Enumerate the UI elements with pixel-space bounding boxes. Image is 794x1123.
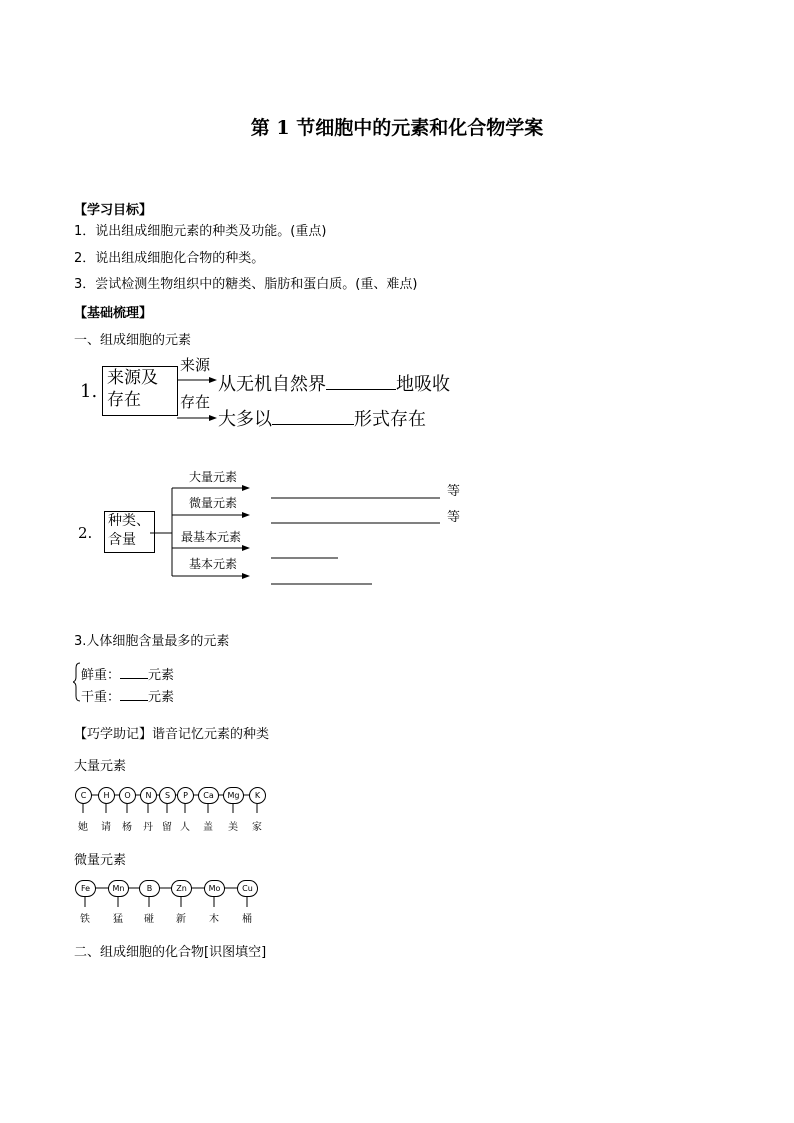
blank-dry [120,700,148,701]
arrow1-text-a: 从无机自然界 [218,374,326,395]
arrow1-text [218,370,450,396]
arrow1-text-b: 地吸收 [396,374,450,395]
item3-heading: 3.人体细胞含量最多的元素 [74,634,230,649]
mnemonic-char: 请 [101,822,111,833]
mnemonic-char: 人 [180,822,190,833]
element-circle: Fe [75,880,96,897]
arrow2-text [218,405,426,431]
section2-heading: 二、组成细胞的化合物[识图填空] [74,945,267,960]
item2-box-line2: 含量 [108,532,136,548]
mnemonic-char: 家 [252,822,262,833]
suffix-etc-2: 等 [447,510,461,525]
dry-weight-label: 干重： [81,690,121,705]
item1-box [102,366,178,416]
goal-item-1: 1．说出组成细胞元素的种类及功能。(重点) [74,224,327,239]
branch2-head [242,512,250,518]
mnemonic-char: 木 [209,914,219,925]
blank-fresh [120,678,148,679]
fresh-weight-label: 鲜重： [81,668,121,683]
mnemonic-char: 桶 [242,914,252,925]
branch4-head [242,573,250,579]
item3-brace [73,662,81,702]
element-circle: B [139,880,160,897]
branch3-head [242,545,250,551]
arrow2-text-b: 形式存在 [354,409,426,430]
item1-box-line2: 存在 [107,390,141,410]
blank-form [272,424,354,425]
arrow2-text-a: 大多以 [218,409,272,430]
element-circle: Mn [108,880,129,897]
element-circle: S [159,787,176,804]
mnemonic-char: 新 [176,914,186,925]
element-circle: Zn [171,880,192,897]
mnemonic-char: 美 [228,822,238,833]
dry-weight-row [81,686,174,705]
element-circle: H [98,787,115,804]
macro-elements-label: 大量元素 [74,759,127,774]
branch1-head [242,485,250,491]
blank-source [326,389,396,390]
fresh-weight-row [81,664,174,683]
item1-box-line1: 来源及 [107,368,158,388]
mnemonic-char: 盖 [203,822,213,833]
element-circle: Mg [223,787,244,804]
brace-path [73,663,80,701]
branch-basic-label: 基本元素 [189,557,238,571]
element-circle: Ca [198,787,219,804]
item2-box-line1: 种类、 [108,513,150,529]
element-circle: P [177,787,194,804]
mnemonic-char: 留 [162,822,172,833]
branch-most-basic-label: 最基本元素 [181,530,242,544]
item2-number: 2. [78,524,93,542]
mnemonic-char: 杨 [122,822,132,833]
mnemonic-char: 猛 [113,914,123,925]
arrow1-label: 来源 [180,356,211,374]
micro-elements-label: 微量元素 [74,853,127,868]
element-circle: N [140,787,157,804]
element-circle: K [249,787,266,804]
basics-heading: 【基础梳理】 [74,306,153,321]
element-circle: C [75,787,92,804]
goal-item-3: 3．尝试检测生物组织中的糖类、脂肪和蛋白质。(重、难点) [74,277,418,292]
mnemonic-char: 铁 [80,914,90,925]
element-circle: Cu [237,880,258,897]
mnemonic-char: 她 [78,822,88,833]
dry-weight-suffix: 元素 [148,690,175,705]
element-circle: O [119,787,136,804]
mnemonic-char: 丹 [143,822,153,833]
goal-item-2: 2．说出组成细胞化合物的种类。 [74,251,265,266]
section1-heading: 一、组成细胞的元素 [74,333,192,348]
goals-heading: 【学习目标】 [74,203,153,218]
page-title: 第 1 节细胞中的元素和化合物学案 [250,117,544,139]
element-circle: Mo [204,880,225,897]
branch-macro-label: 大量元素 [189,470,238,484]
arrow1-head [209,377,217,383]
arrow2-head [209,415,217,421]
arrow2-label: 存在 [180,393,211,411]
fresh-weight-suffix: 元素 [148,668,175,683]
branch-micro-label: 微量元素 [189,496,238,510]
mnemonic-char: 碰 [144,914,154,925]
mnemonic-heading: 【巧学助记】谐音记忆元素的种类 [74,727,270,742]
item1-number: 1. [80,381,98,402]
suffix-etc-1: 等 [447,484,461,499]
item2-box [104,511,155,553]
